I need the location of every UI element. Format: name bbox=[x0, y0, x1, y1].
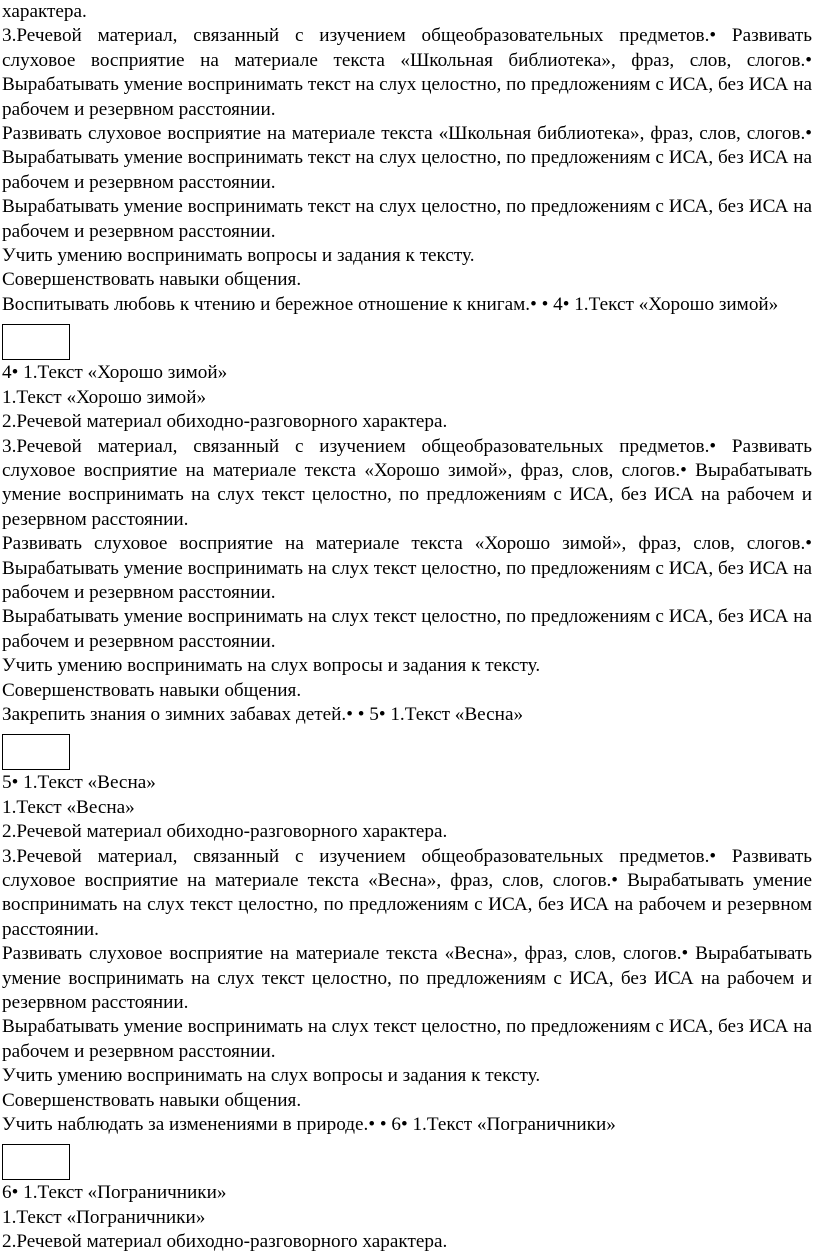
text-paragraph: 2.Речевой материал обиходно-разговорного характера. bbox=[2, 821, 448, 843]
text-paragraph: Совершенствовать навыки общения. bbox=[2, 269, 302, 291]
text-paragraph: 1.Текст «Хорошо зимой» bbox=[2, 386, 207, 408]
text-paragraph: Учить наблюдать за изменениями в природе.• • 6• 1.Текст «Пограничники» bbox=[2, 1114, 616, 1136]
text-paragraph: 3.Речевой материал, связанный с изучением общеобразовательных предметов.• Развивать слуховое восприятие на материале текста «Весна», фраз, слов, слогов.• Вырабатывать умение воспринимать на слух текст целостно, по предложениям с ИСА, без ИСА на рабочем и резервном расстоянии. bbox=[2, 845, 812, 940]
text-paragraph: 3.Речевой материал, связанный с изучением общеобразовательных предметов.• Развивать слуховое восприятие на материале текста «Хорошо зимой», фраз, слов, слогов.• Вырабатывать умение воспринимать на слух текст целостно, по предложениям с ИСА, без ИСА на рабочем и резервном расстоянии. bbox=[2, 435, 812, 530]
text-paragraph: Учить умению воспринимать на слух вопросы и задания к тексту. bbox=[2, 655, 541, 677]
text-paragraph: Развивать слуховое восприятие на материале текста «Весна», фраз, слов, слогов.• Вырабатывать умение воспринимать на слух текст целостно, по предложениям с ИСА, без ИСА на рабочем и резервном расстоянии. bbox=[2, 943, 812, 1014]
text-paragraph: Совершенствовать навыки общения. bbox=[2, 1089, 302, 1111]
text-paragraph: Учить умению воспринимать вопросы и задания к тексту. bbox=[2, 245, 475, 267]
text-paragraph: 1.Текст «Пограничники» bbox=[2, 1206, 206, 1228]
text-paragraph: 2.Речевой материал обиходно-разговорного характера. bbox=[2, 1231, 448, 1253]
text-paragraph: характера. bbox=[2, 1, 87, 22]
text-paragraph: Воспитывать любовь к чтению и бережное отношение к книгам.• • 4• 1.Текст «Хорошо зимой» bbox=[2, 293, 779, 315]
text-paragraph: 6• 1.Текст «Пограничники» bbox=[2, 1182, 227, 1204]
text-paragraph: Развивать слуховое восприятие на материале текста «Школьная библиотека», фраз, слов, слогов.• Вырабатывать умение воспринимать текст на слух целостно, по предложениям с ИСА, без ИСА на рабочем и резервном расстоянии. bbox=[2, 123, 812, 193]
empty-box bbox=[2, 734, 70, 770]
text-paragraph: Совершенствовать навыки общения. bbox=[2, 679, 302, 701]
text-paragraph: Развивать слуховое восприятие на материале текста «Хорошо зимой», фраз, слов, слогов.• Вырабатывать умение воспринимать на слух текст целостно, по предложениям с ИСА, без ИСА на рабочем и резервном расстоянии. bbox=[2, 533, 812, 603]
empty-box bbox=[2, 324, 70, 360]
text-paragraph: Учить умению воспринимать на слух вопросы и задания к тексту. bbox=[2, 1065, 541, 1087]
text-paragraph: 1.Текст «Весна» bbox=[2, 796, 135, 818]
text-paragraph: Вырабатывать умение воспринимать на слух текст целостно, по предложениям с ИСА, без ИСА на рабочем и резервном расстоянии. bbox=[2, 1016, 812, 1062]
text-paragraph: 4• 1.Текст «Хорошо зимой» bbox=[2, 362, 228, 384]
empty-box bbox=[2, 1144, 70, 1180]
text-paragraph: Вырабатывать умение воспринимать текст на слух целостно, по предложениям с ИСА, без ИСА на рабочем и резервном расстоянии. bbox=[2, 196, 812, 242]
text-paragraph: 3.Речевой материал, связанный с изучением общеобразовательных предметов.• Развивать слуховое восприятие на материале текста «Школьная библиотека», фраз, слов, слогов.• Вырабатывать умение воспринимать текст на слух целостно, по предложениям с ИСА, без ИСА на рабочем и резервном расстоянии. bbox=[2, 25, 812, 120]
text-paragraph: 5• 1.Текст «Весна» bbox=[2, 772, 156, 794]
text-paragraph: 2.Речевой материал обиходно-разговорного характера. bbox=[2, 411, 448, 433]
text-paragraph: Вырабатывать умение воспринимать на слух текст целостно, по предложениям с ИСА, без ИСА на рабочем и резервном расстоянии. bbox=[2, 606, 812, 652]
text-paragraph: Закрепить знания о зимних забавах детей.• • 5• 1.Текст «Весна» bbox=[2, 703, 524, 725]
